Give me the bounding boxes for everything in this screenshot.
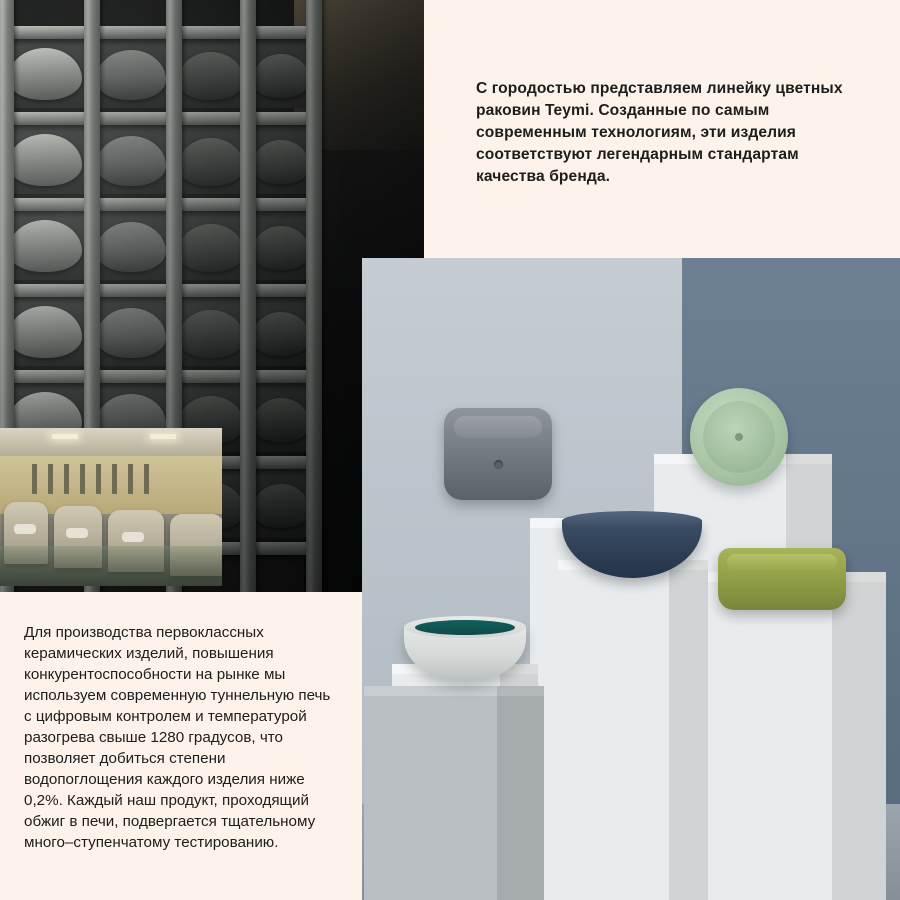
workshop-sink-blank [66, 528, 88, 538]
pedestal-front-left [364, 686, 544, 900]
teal-sink-bowl [415, 620, 515, 635]
workshop-sink-blank [122, 532, 144, 542]
grey-square-sink [444, 408, 552, 500]
olive-sink-basin [727, 554, 837, 570]
mint-sink-drain [735, 433, 743, 441]
workshop-pipe [96, 464, 101, 494]
glazing-workshop-photo [0, 428, 222, 586]
workshop-floor-shading [0, 546, 222, 586]
workshop-pipe [112, 464, 117, 494]
olive-rect-sink [718, 548, 846, 610]
body-text: Для производства первоклассных керамических изделий, повышения конкурентоспособности на рынке мы используем современную туннельную печь с цифровым контролем и температурой разогрева свыше 1280 градусов, что позволяет добиться степени водопоглощения каждого изделия ниже 0,2%. Каждый наш продукт, проходящий обжиг в печи, подвергается тщательному много–ступенчатому тестированию. [24, 624, 331, 851]
workshop-pipe [144, 464, 149, 494]
mint-round-sink [690, 388, 788, 486]
workshop-ceiling [0, 428, 222, 458]
workshop-pipe [128, 464, 133, 494]
pedestal-olive [680, 572, 886, 900]
workshop-sink-blank [14, 524, 36, 534]
pedestal-navy [558, 560, 708, 900]
workshop-pipe [32, 464, 37, 494]
workshop-pipe [64, 464, 69, 494]
workshop-pipe [80, 464, 85, 494]
headline-text: С городостью представляем линейку цветных раковин Teymi. Созданные по самым современным технологиям, эти изделия соответствуют легендарным стандартам качества бренда. [476, 79, 843, 186]
workshop-lamp [150, 434, 176, 439]
workshop-pipe [48, 464, 53, 494]
pedestal-side [497, 686, 544, 900]
workshop-lamp [52, 434, 78, 439]
grey-sink-drain [494, 460, 503, 469]
navy-sink-rim [562, 511, 702, 531]
colored-sinks-product-photo [362, 258, 900, 900]
pedestal-side [832, 572, 886, 900]
pedestal-side [669, 560, 708, 900]
grey-sink-basin [454, 416, 542, 438]
